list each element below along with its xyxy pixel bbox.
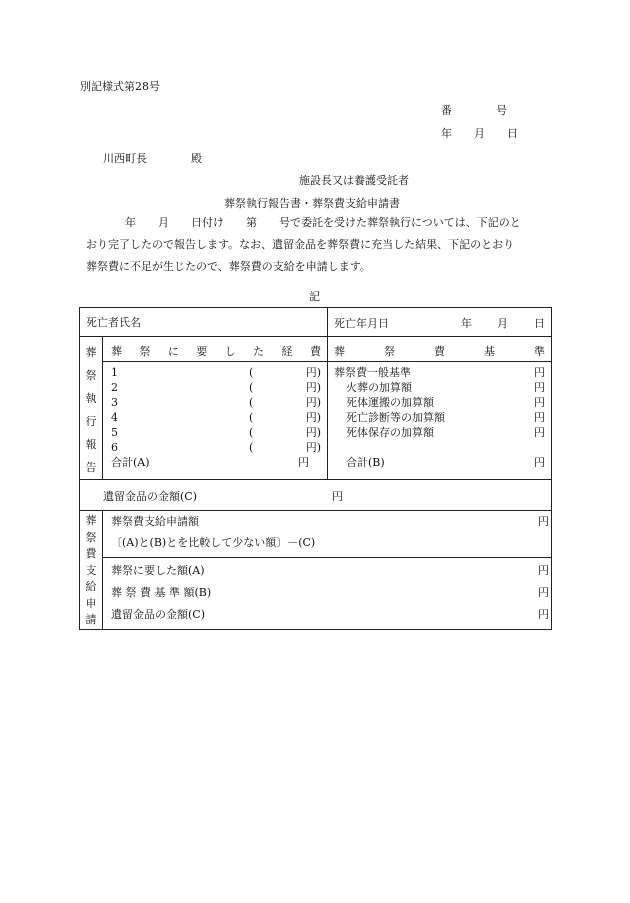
document-number-label: 番 号: [441, 104, 507, 117]
standard-cell: [328, 337, 552, 480]
apply-amount-cell[interactable]: [103, 511, 552, 558]
death-date-cell[interactable]: [328, 308, 552, 337]
standard-total-row[interactable]: 合計(B) 円: [346, 456, 545, 469]
body-line-1: 年 月 日付け 第 号で委託を受けた葬祭執行については、下記のと: [125, 216, 521, 229]
expense-row[interactable]: 3 ( 円): [111, 396, 321, 409]
remaining-assets-label: 遺留金品の金額(C): [103, 490, 197, 503]
death-date-month: 月: [497, 317, 508, 330]
form-table: [79, 307, 552, 630]
death-date-year: 年: [461, 317, 472, 330]
apply-breakdown-cell: [103, 558, 552, 629]
expense-header: 葬 祭 に 要 し た 経 費: [103, 337, 327, 362]
body-line-2: おり完了したので報告します。なお、遺留金品を葬祭費に充当した結果、下記のとおり: [86, 238, 515, 251]
death-date-label: 死亡年月日: [334, 317, 389, 330]
apply-formula: 〔(A)と(B)とを比較して少ない額〕－(C): [111, 536, 316, 549]
remaining-assets-cell[interactable]: [80, 480, 552, 511]
document-date-label: 年 月 日: [441, 127, 518, 140]
apply-b-row[interactable]: 葬 祭 費 基 準 額(B) 円: [111, 586, 549, 600]
standard-list: [328, 362, 551, 470]
report-vertical-label: 葬 祭 執 行 報 告: [80, 337, 103, 480]
apply-amount-yen: 円: [538, 515, 549, 528]
expense-row[interactable]: 2 ( 円): [111, 381, 321, 394]
deceased-name-label: 死亡者氏名: [86, 316, 141, 329]
expense-cell: [103, 337, 328, 480]
standard-header: 葬 祭 費 基 準: [328, 337, 551, 362]
apply-a-row[interactable]: 葬祭に要した額(A) 円: [111, 564, 549, 578]
applicant-title: 施設長又は養護受託者: [299, 174, 409, 187]
ki-heading: 記: [309, 290, 320, 303]
expense-total-row[interactable]: 合計(A) 円: [111, 456, 309, 469]
standard-row[interactable]: 死体保存の加算額 円: [346, 426, 545, 439]
addressee: 川西町長 殿: [103, 152, 202, 165]
apply-vertical-label: 葬 祭 費 支 給 申 請: [80, 511, 103, 630]
expense-row[interactable]: 5 ( 円): [111, 426, 321, 439]
form-number: 別記様式第28号: [80, 80, 160, 93]
remaining-assets-yen: 円: [332, 490, 343, 503]
standard-row[interactable]: 火葬の加算額 円: [346, 381, 545, 394]
expense-row[interactable]: 6 ( 円): [111, 441, 321, 454]
apply-amount-label: 葬祭費支給申請額: [111, 515, 199, 528]
apply-c-row[interactable]: 遺留金品の金額(C) 円: [111, 608, 549, 622]
standard-row[interactable]: 死亡診断等の加算額 円: [346, 411, 545, 424]
body-paragraph: [80, 212, 552, 278]
document-title: 葬祭執行報告書・葬祭費支給申請書: [224, 197, 400, 210]
expense-row[interactable]: 4 ( 円): [111, 411, 321, 424]
standard-row[interactable]: 死体運搬の加算額 円: [346, 396, 545, 409]
expense-row[interactable]: 1 ( 円): [111, 366, 321, 379]
death-date-day: 日: [534, 317, 545, 330]
deceased-name-cell[interactable]: [80, 308, 328, 337]
expense-list: [103, 362, 327, 470]
body-line-3: 葬祭費に不足が生じたので、葬祭費の支給を申請します。: [86, 260, 371, 273]
standard-row[interactable]: 葬祭費一般基準 円: [334, 366, 545, 379]
